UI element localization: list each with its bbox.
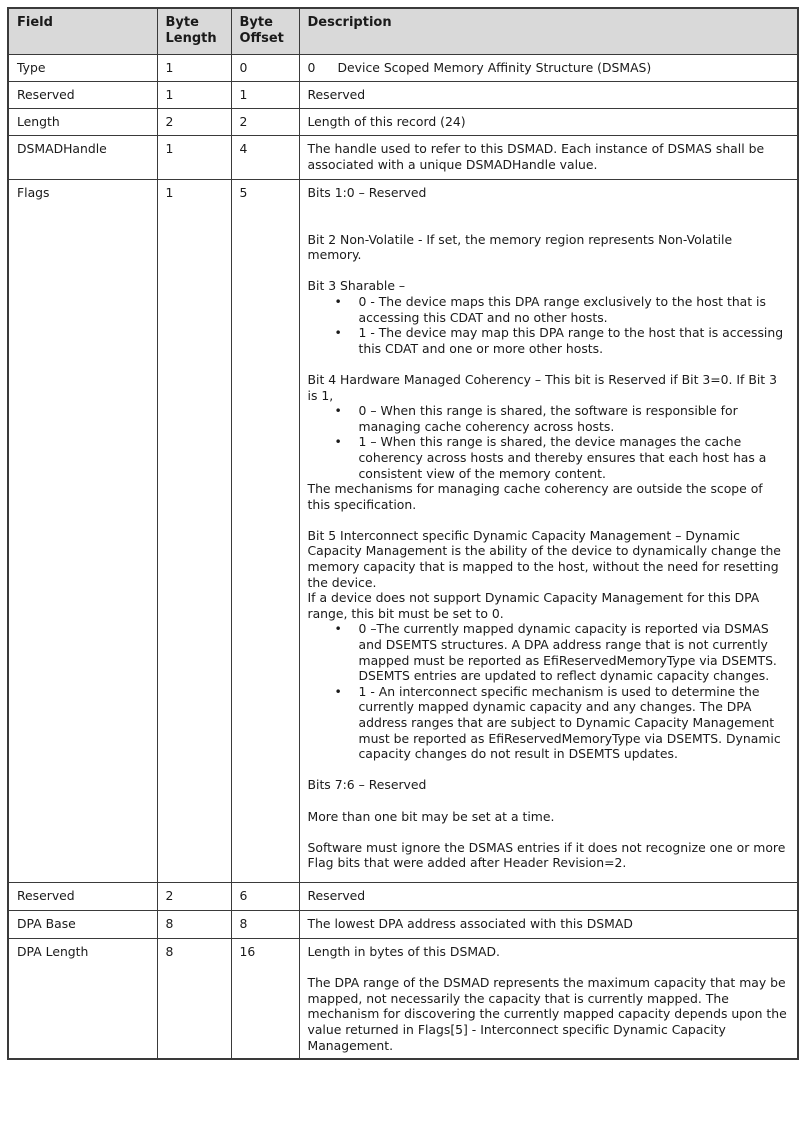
- flags-bit2: Bit 2 Non-Volatile - If set, the memory region represents Non-Volatile memory.: [307, 231, 733, 263]
- table-row: [8, 882, 798, 910]
- cell-field: DPA Base: [8, 910, 157, 938]
- table-header-row: [8, 8, 798, 55]
- cell-description: The handle used to refer to this DSMAD. Each instance of DSMAS shall be associated with a unique DSMADHandle value.: [299, 136, 798, 180]
- cell-byte-length: 8: [157, 910, 231, 938]
- header-byte-offset: Byte Offset: [231, 8, 299, 55]
- flags-bit4-note: The mechanisms for managing cache coherency are outside the scope of this specification.: [307, 481, 763, 512]
- cell-byte-offset: 0: [231, 55, 299, 82]
- spacer: [308, 871, 790, 877]
- cell-description: [299, 55, 798, 82]
- list-item-text: 1 - The device may map this DPA range to the host that is accessing this CDAT and one or more other hosts.: [358, 325, 784, 356]
- cell-field: Length: [8, 109, 157, 136]
- cell-byte-length: 8: [157, 938, 231, 1059]
- cell-byte-length: 1: [157, 136, 231, 180]
- list-item: [308, 621, 790, 683]
- cell-description: Reserved: [299, 82, 798, 109]
- header-description: Description: [299, 8, 798, 55]
- cell-field: Flags: [8, 180, 157, 883]
- dsmas-structure-table: [7, 7, 799, 1060]
- list-item-text: 1 – When this range is shared, the device manages the cache coherency across hosts and thereby ensures that each host has a consistent view of the memory content.: [358, 434, 767, 481]
- cell-description-flags: [299, 180, 798, 883]
- cell-description: Reserved: [299, 882, 798, 910]
- bullet-icon: •: [334, 403, 342, 419]
- flags-bits-1-0: Bits 1:0 – Reserved: [307, 185, 427, 200]
- list-item: [308, 403, 790, 434]
- flags-bit5-list: [308, 621, 790, 761]
- header-byte-length: Byte Length: [157, 8, 231, 55]
- header-field: Field: [8, 8, 157, 55]
- bullet-icon: •: [334, 434, 342, 450]
- cell-byte-offset: 1: [231, 82, 299, 109]
- dpa-length-desc: Length in bytes of this DSMAD.: [307, 943, 500, 959]
- list-item: [308, 294, 790, 325]
- cell-field: Type: [8, 55, 157, 82]
- list-item: [308, 684, 790, 762]
- table-row: [8, 109, 798, 136]
- cell-field: DPA Length: [8, 938, 157, 1059]
- cell-byte-offset: 16: [231, 938, 299, 1059]
- flags-bit4-title: Bit 4 Hardware Managed Coherency – This bit is Reserved if Bit 3=0. If Bit 3 is 1,: [307, 371, 777, 403]
- type-code: 0: [307, 60, 316, 75]
- cell-field: DSMADHandle: [8, 136, 157, 180]
- list-item-text: 1 - An interconnect specific mechanism is used to determine the currently mapped dynamic capacity and any changes. The DPA address ranges that are subject to Dynamic Capacity Management must be reported as EfiReservedMemoryType via DSEMTS. Dynamic capacity changes do not result in DSEMTS updates.: [358, 683, 781, 762]
- dpa-length-detail: The DPA range of the DSMAD represents the maximum capacity that may be mapped, not necessarily the capacity that is currently mapped. The mechanism for discovering the currently mapped capacity depends upon the value returned in Flags[5] - Interconnect specific Dynamic Capacity Management.: [307, 975, 787, 1053]
- flags-bit5-note: If a device does not support Dynamic Capacity Management for this DPA range, this bit must be set to 0.: [307, 590, 760, 621]
- bullet-icon: •: [334, 621, 342, 637]
- bullet-icon: •: [334, 683, 342, 699]
- bullet-icon: •: [334, 293, 342, 309]
- flags-bit3-title: Bit 3 Sharable –: [307, 278, 406, 294]
- type-description: Device Scoped Memory Affinity Structure (DSMAS): [337, 60, 652, 75]
- cell-description: Length of this record (24): [299, 109, 798, 136]
- flags-ignore-note: Software must ignore the DSMAS entries if it does not recognize one or more Flag bits that were added after Header Revision=2.: [307, 839, 786, 871]
- cell-byte-offset: 2: [231, 109, 299, 136]
- list-item: [308, 325, 790, 356]
- cell-description: [299, 938, 798, 1059]
- cell-byte-offset: 5: [231, 180, 299, 883]
- cell-byte-length: 1: [157, 180, 231, 883]
- cell-field: Reserved: [8, 882, 157, 910]
- table-row: [8, 136, 798, 180]
- table-row: [8, 82, 798, 109]
- table-row: [8, 910, 798, 938]
- table-row: [8, 55, 798, 82]
- flags-bit4-list: [308, 403, 790, 481]
- cell-byte-length: 1: [157, 55, 231, 82]
- flags-multi-bit-note: More than one bit may be set at a time.: [307, 808, 555, 824]
- cell-byte-offset: 6: [231, 882, 299, 910]
- list-item-text: 0 – When this range is shared, the software is responsible for managing cache coherency across hosts.: [358, 403, 738, 434]
- flags-bits-7-6: Bits 7:6 – Reserved: [307, 777, 427, 793]
- flags-bit5-title: Bit 5 Interconnect specific Dynamic Capacity Management – Dynamic Capacity Management is the ability of the device to dynamically change the memory capacity that is mapped to the host, without the need for resetting the device.: [307, 527, 781, 590]
- list-item-text: 0 –The currently mapped dynamic capacity is reported via DSMAS and DSEMTS structures. A DPA address range that is not currently mapped must be reported as EfiReservedMemoryType via DSEMTS. DSEMTS entries are updated to reflect dynamic capacity changes.: [358, 621, 777, 684]
- table-row: [8, 180, 798, 883]
- table-row: [8, 938, 798, 1059]
- cell-byte-length: 1: [157, 82, 231, 109]
- flags-bit3-list: [308, 294, 790, 356]
- cell-field: Reserved: [8, 82, 157, 109]
- cell-byte-offset: 4: [231, 136, 299, 180]
- list-item-text: 0 - The device maps this DPA range exclusively to the host that is accessing this CDAT and no other hosts.: [358, 293, 766, 325]
- cell-description: The lowest DPA address associated with this DSMAD: [299, 910, 798, 938]
- cell-byte-offset: 8: [231, 910, 299, 938]
- cell-byte-length: 2: [157, 882, 231, 910]
- cell-byte-length: 2: [157, 109, 231, 136]
- list-item: [308, 434, 790, 481]
- bullet-icon: •: [334, 325, 342, 341]
